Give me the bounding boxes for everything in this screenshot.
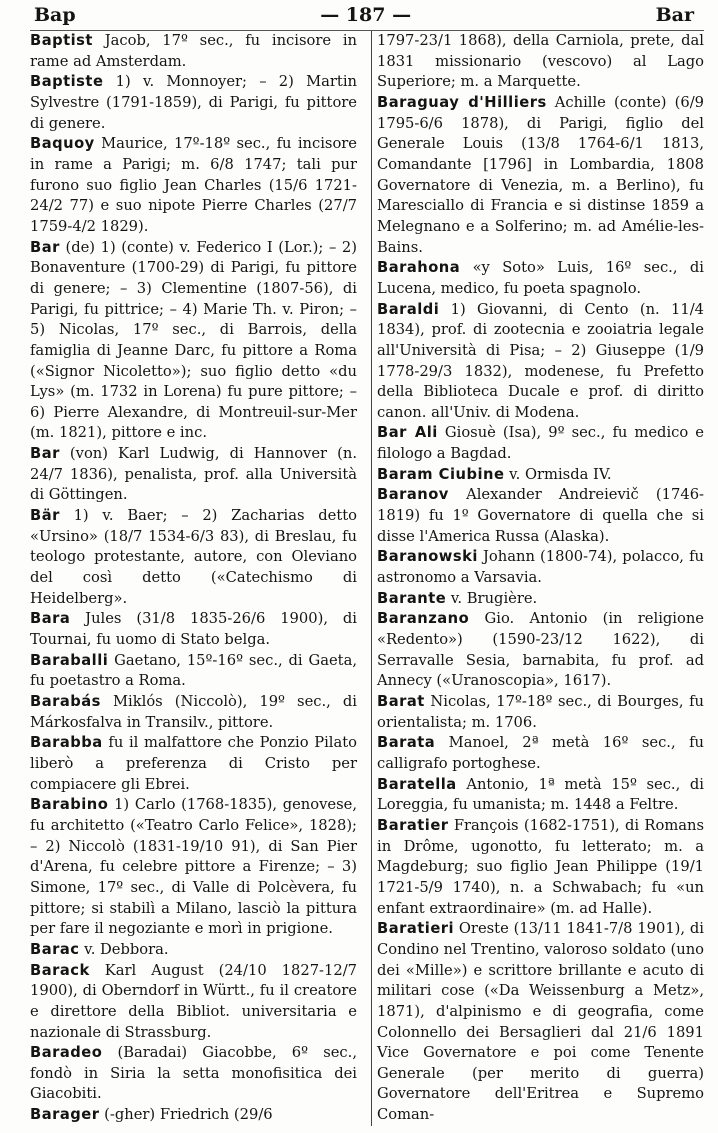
entry-headword: Barack [30, 961, 90, 979]
dictionary-entry [30, 238, 357, 445]
entry-text: 1) v. Monnoyer; – 2) Martin Sylvestre (1791-1859), di Parigi, fu pittore di genere. [30, 73, 357, 132]
dictionary-entry [30, 961, 357, 1044]
entry-text: Oreste (13/11 1841-7/8 1901), di Condino nel Trentino, valoroso soldato (uno dei «Mille») e scrittore brillante e acuto di militari cose («Da Weissenburg a Metz», 1871), d'alpinismo e di geografia, come Colonnello dei Bersaglieri dal 21/6 1891 Vice Governatore e poi come Tenente Generale (per merito di guerra) Governatore dell'Eritrea e Supremo Coman- [377, 920, 704, 1124]
right-column [367, 31, 704, 1126]
entry-headword: Baratella [377, 775, 457, 793]
left-column [30, 31, 367, 1126]
entry-headword: Barata [377, 734, 436, 752]
dictionary-entry [30, 72, 357, 134]
entry-text: v. Brugière. [446, 589, 538, 607]
dictionary-entry [30, 506, 357, 609]
entry-headword: Barat [377, 693, 425, 710]
entry-text: Jules (31/8 1835-26/6 1900), di Tournai, fu uomo di Stato belga. [30, 610, 357, 649]
entry-text: Giosuè (Isa), 9º sec., fu medico e filologo a Bagdad. [377, 424, 704, 463]
dictionary-entry [30, 134, 357, 237]
entry-text: Achille (conte) (6/9 1795-6/6 1878), di Parigi, figlio del Generale Louis (13/8 1764-6/1 1813, Comandante [1796] in Lombardia, 1808 Governatore di Venezia, m. a Berlino), fu Maresciallo di Francia e si distinse 1859 a Melegnano e a Solferino; m. ad Amélie-les-Bains. [377, 93, 704, 256]
entry-headword: Barabino [30, 796, 109, 814]
dictionary-entry [377, 93, 704, 258]
entry-headword: Barante [377, 589, 447, 607]
entry-headword: Baraguay d'Hilliers [377, 93, 547, 111]
dictionary-entry [377, 775, 704, 816]
entry-text: Alexander Andreievič (1746-1819) fu 1º Governatore di quella che si disse l'America Russa (Alaska). [377, 486, 704, 545]
entry-text: Gaetano, 15º-16º sec., di Gaeta, fu poetastro a Roma. [30, 651, 357, 690]
entry-headword: Barac [30, 940, 80, 958]
page-header [30, 4, 704, 31]
entry-text: 1) v. Baer; – 2) Zacharias detto «Ursino» (18/7 1534-6/3 83), di Breslau, fu teologo protestante, autore, con Oleviano del così detto («Catechismo di Heidelberg». [30, 507, 357, 607]
dictionary-entry [377, 816, 704, 919]
entry-headword: Baranowski [377, 548, 478, 566]
dictionary-entry [30, 1105, 357, 1126]
dictionary-entry [30, 651, 357, 692]
entry-text: 1) Giovanni, di Cento (n. 11/4 1834), prof. di zootecnia e zooiatria legale all'Università di Pisa; – 2) Giuseppe (1/9 1778-29/3 1832), modenese, fu Prefetto della Biblioteca Ducale e prof. di diritto canon. all'Univ. di Modena. [377, 300, 704, 421]
entry-headword: Barabás [30, 693, 101, 710]
dictionary-entry [377, 919, 704, 1126]
entry-text: (de) 1) (conte) v. Federico I (Lor.); – 2) Bonaventure (1700-29) di Parigi, fu pittore di genere; – 3) Clementine (1807-56), di Parigi, fu pittrice; – 4) Marie Th. v. Piron; – 5) Nicolas, 17º sec., di Barrois, della famiglia di Jeanne Darc, fu pittore a Roma («Signor Nicoletto»); suo figlio detto «du Lys» (m. 1732 in Lorena) fu pure pittore; – 6) Pierre Alexandre, di Montreuil-sur-Mer (m. 1821), pittore e inc. [30, 238, 357, 442]
entry-headword: Bar [30, 445, 60, 463]
entry-headword: Barager [30, 1106, 100, 1124]
entry-text: Antonio, 1ª metà 15º sec., di Loreggia, fu umanista; m. 1448 a Feltre. [377, 775, 704, 814]
entry-headword: Baptiste [30, 73, 104, 91]
entry-text: «y Soto» Luis, 16º sec., di Lucena, medico, fu poeta spagnolo. [377, 259, 704, 297]
dictionary-entry [377, 589, 704, 610]
dictionary-entry [30, 31, 357, 72]
entry-text: v. Debbora. [79, 940, 169, 958]
dictionary-entry [30, 795, 357, 940]
entry-text: François (1682-1751), di Romans in Drôme, ugonotto, fu letterato; m. a Magdeburg; suo figlio Jean Philippe (19/1 1721-5/9 1740), n. a Schwabach; fu «un enfant extraordinaire» (m. ad Halle). [377, 816, 704, 917]
dictionary-entry [377, 258, 704, 299]
dictionary-entry [30, 609, 357, 650]
entry-text: Manoel, 2ª metà 16º sec., fu calligrafo portoghese. [377, 734, 704, 772]
entry-text: Karl August (24/10 1827-12/7 1900), di Oberndorf in Württ., fu il creatore e direttore della Bibliot. universitaria e nazionale di Strassburg. [30, 961, 357, 1041]
dictionary-entry [377, 547, 704, 588]
entry-headword: Baquoy [30, 135, 95, 153]
entry-text: Miklós (Niccolò), 19º sec., di Márkosfalva in Transilv., pittore. [30, 693, 357, 731]
dictionary-entry [377, 300, 704, 424]
entry-text: Gio. Antonio (in religione «Redento») (1590-23/12 1622), di Serravalle Sesia, barnabita, fu prof. ad Annecy («Uranoscopia», 1617). [377, 610, 704, 690]
dictionary-entry [30, 940, 357, 961]
dictionary-entry [30, 444, 357, 506]
dictionary-entry [377, 465, 704, 486]
dictionary-entry [377, 423, 704, 464]
entry-headword: Bar [30, 238, 60, 256]
entry-text: (-gher) Friedrich (29/6 [99, 1106, 273, 1124]
entry-headword: Baraballi [30, 651, 109, 669]
entry-headword: Baranzano [377, 610, 470, 628]
entry-text: Nicolas, 17º-18º sec., di Bourges, fu orientalista; m. 1706. [377, 693, 704, 731]
column-divider [371, 31, 372, 1126]
entry-headword: Baram Ciubine [377, 465, 505, 483]
entry-text: Johann (1800-74), polacco, fu astronomo a Varsavia. [377, 548, 704, 587]
dictionary-entry [377, 31, 704, 93]
entry-headword: Baranov [377, 486, 449, 504]
entry-text: 1) Carlo (1768-1835), genovese, fu architetto («Teatro Carlo Felice», 1828); – 2) Niccolò (1831-19/10 91), di San Pier d'Arena, fu celebre pittore a Firenze; – 3) Simone, 17º sec., di Valle di Polcèvera, fu pittore; si stabilì a Milano, lasciò la pittura per fare il negoziante e morì in prigione. [30, 796, 357, 938]
entry-headword: Barabba [30, 734, 103, 752]
dictionary-entry [30, 692, 357, 733]
entry-headword: Bar Ali [377, 424, 438, 442]
entry-headword: Baradeo [30, 1044, 103, 1062]
entry-text: (von) Karl Ludwig, di Hannover (n. 24/7 1836), penalista, prof. alla Università di Göttingen. [30, 445, 357, 504]
entry-headword: Baptist [30, 32, 93, 49]
dictionary-entry [377, 609, 704, 692]
entry-headword: Baratier [377, 816, 449, 834]
page-number: — 187 — [320, 4, 412, 26]
entry-text: Jacob, 17º sec., fu incisore in rame ad Amsterdam. [30, 32, 357, 70]
entry-headword: Barahona [377, 259, 461, 277]
columns [30, 31, 704, 1126]
header-right-guideword: Bar [655, 4, 694, 26]
entry-headword: Baratieri [377, 920, 455, 938]
header-left-guideword: Bap [34, 4, 76, 26]
entry-text: 1797-23/1 1868), della Carniola, prete, dal 1831 missionario (vescovo) al Lago Superiore; m. a Marquette. [377, 32, 704, 91]
dictionary-entry [377, 692, 704, 733]
entry-headword: Bär [30, 507, 60, 525]
entry-text: Maurice, 17º-18º sec., fu incisore in rame a Parigi; m. 6/8 1747; tali pur furono suo figlio Jean Charles (15/6 1721-24/2 77) e suo nipote Pierre Charles (27/7 1759-4/2 1829). [30, 135, 357, 235]
entry-text: (Baradai) Giacobbe, 6º sec., fondò in Siria la setta monofisitica dei Giacobiti. [30, 1044, 357, 1103]
dictionary-entry [377, 733, 704, 774]
dictionary-entry [377, 485, 704, 547]
dictionary-entry [30, 1043, 357, 1105]
entry-headword: Baraldi [377, 300, 440, 318]
dictionary-entry [30, 733, 357, 795]
entry-text: v. Ormisda IV. [504, 465, 612, 483]
entry-headword: Bara [30, 610, 71, 628]
entry-text: fu il malfattore che Ponzio Pilato liberò a preferenza di Cristo per compiacere gli Ebrei. [30, 734, 357, 793]
